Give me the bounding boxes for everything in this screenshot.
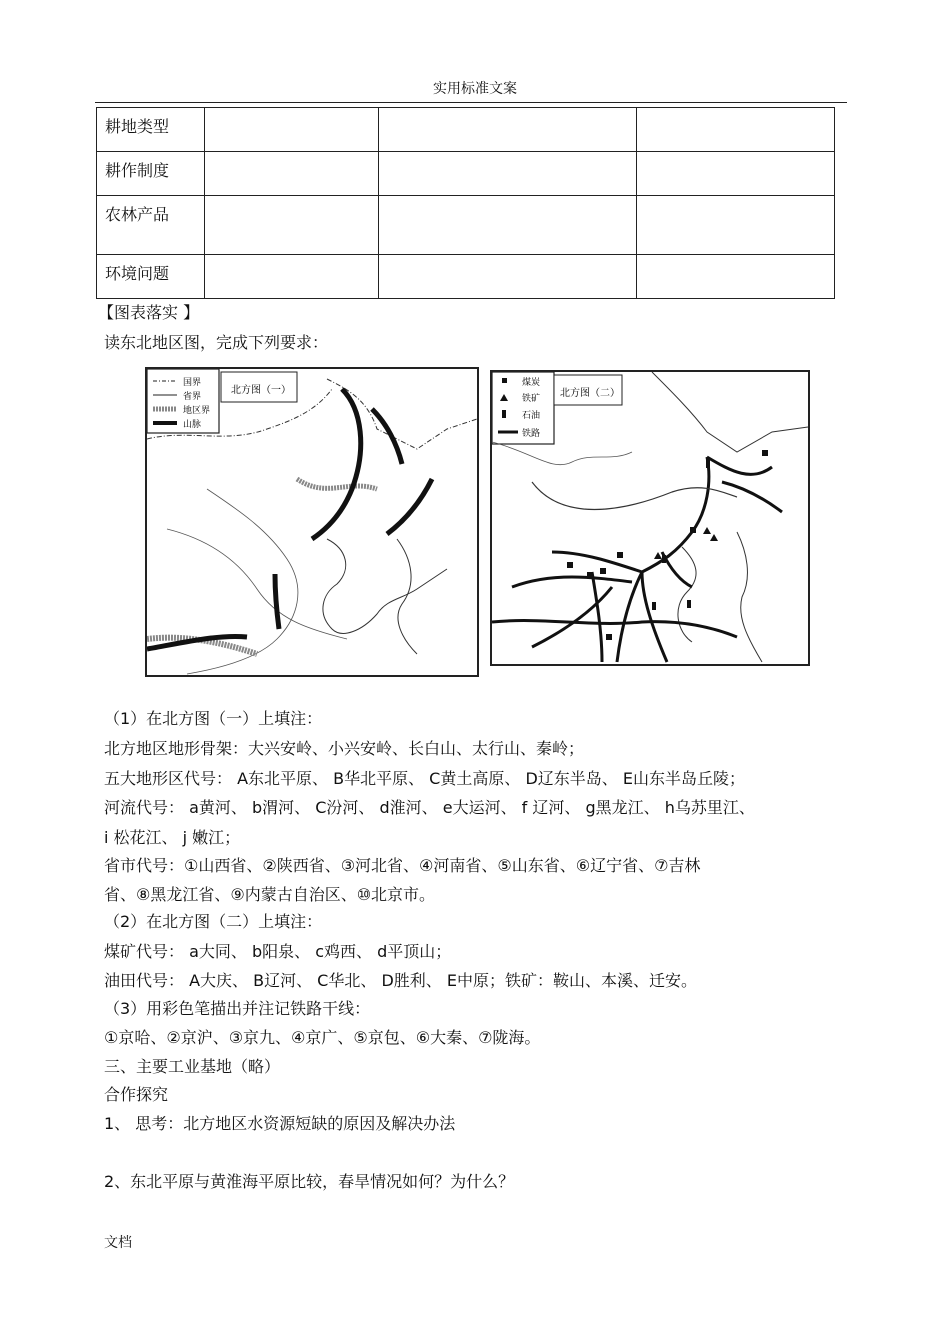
north-map-2-svg — [492, 372, 808, 664]
legend-label: 地区界 — [183, 406, 211, 416]
border-line — [652, 372, 808, 452]
table-row — [97, 152, 835, 196]
oil-symbol — [502, 410, 506, 418]
table-row — [97, 108, 835, 152]
row-label: 耕地类型 — [97, 108, 205, 152]
iron-marker — [654, 552, 662, 559]
coal-marker — [587, 572, 593, 578]
question-3: （3）用彩色笔描出并注记铁路干线： — [104, 999, 371, 1018]
region-border — [297, 479, 377, 489]
table-cell[interactable] — [637, 196, 835, 255]
railway-line — [592, 572, 602, 662]
north-map-1-svg — [147, 369, 477, 675]
lesser-khingan-range — [372, 409, 402, 464]
table-cell[interactable] — [637, 255, 835, 299]
province-codes-cont: 省、⑧黑龙江省、⑨内蒙古自治区、⑩北京市。 — [104, 885, 436, 904]
coal-symbol — [502, 378, 507, 383]
page-header: 实用标准文案 — [433, 81, 517, 97]
table-cell[interactable] — [205, 152, 379, 196]
row-label: 农林产品 — [97, 196, 205, 255]
coal-codes: 煤矿代号： a大同、 b阳泉、 c鸡西、 d平顶山； — [104, 942, 452, 961]
legend-label: 铁矿 — [522, 394, 541, 404]
header-divider — [95, 102, 847, 103]
railway-line — [492, 621, 737, 637]
oil-marker — [662, 555, 666, 563]
section-3-heading: 三、主要工业基地（略） — [104, 1057, 281, 1076]
railway-line — [552, 552, 642, 572]
coastline — [323, 539, 447, 633]
oil-marker — [652, 602, 656, 610]
question-1: （1）在北方图（一）上填注： — [104, 709, 323, 728]
river-codes: 河流代号： a黄河、 b渭河、 C汾河、 d淮河、 e大运河、 f 辽河、 g黑龙江、 h乌苏里江、 — [104, 798, 755, 817]
terrain-skeleton: 北方地区地形骨架：大兴安岭、小兴安岭、长白山、太行山、秦岭； — [104, 739, 585, 758]
legend-label: 省界 — [183, 392, 202, 402]
railway-network — [492, 457, 782, 662]
table-cell[interactable] — [379, 196, 637, 255]
river-line — [167, 529, 347, 639]
page-footer: 文档 — [104, 1235, 132, 1251]
table-cell[interactable] — [205, 255, 379, 299]
inquiry-question-1: 1、 思考：北方地区水资源短缺的原因及解决办法 — [104, 1114, 456, 1133]
table-cell[interactable] — [637, 152, 835, 196]
table-cell[interactable] — [379, 255, 637, 299]
legend-label: 山脉 — [183, 420, 202, 430]
table-row — [97, 255, 835, 299]
table-cell[interactable] — [379, 152, 637, 196]
oil-marker — [706, 460, 710, 468]
inquiry-heading: 合作探究 — [104, 1085, 169, 1104]
table-cell[interactable] — [205, 108, 379, 152]
section-heading: 【图表落实 】 — [98, 303, 200, 322]
coastline — [397, 539, 417, 654]
question-2: （2）在北方图（二）上填注： — [104, 912, 323, 931]
landform-codes: 五大地形区代号： A东北平原、 B华北平原、 C黄土高原、 D辽东半岛、 E山东半岛丘陵； — [104, 769, 745, 788]
legend-label: 石油 — [522, 411, 541, 421]
coal-marker — [690, 527, 696, 533]
iron-marker — [703, 527, 711, 534]
river-line — [492, 442, 632, 465]
agriculture-table — [96, 107, 835, 299]
legend-label: 煤炭 — [522, 378, 541, 388]
oil-marker — [687, 600, 691, 608]
coastline — [678, 547, 696, 642]
coal-marker — [617, 552, 623, 558]
table-cell[interactable] — [205, 196, 379, 255]
north-map-2 — [490, 370, 810, 666]
row-label: 环境问题 — [97, 255, 205, 299]
taihang-range — [275, 574, 279, 629]
railway-line — [642, 457, 709, 572]
railway-line — [617, 572, 642, 662]
legend-label: 铁路 — [522, 429, 541, 439]
table-cell[interactable] — [379, 108, 637, 152]
map-title: 北方图（二） — [560, 388, 620, 399]
coal-marker — [606, 634, 612, 640]
railway-line — [512, 577, 632, 587]
railway-line — [642, 572, 667, 662]
map-title: 北方图（一） — [231, 385, 291, 396]
north-map-1 — [145, 367, 479, 677]
changbai-range — [387, 479, 432, 534]
coal-marker — [762, 450, 768, 456]
inquiry-question-2: 2、东北平原与黄淮海平原比较，春旱情况如何？为什么？ — [104, 1172, 515, 1191]
coastline — [737, 532, 762, 662]
coal-marker — [600, 568, 606, 574]
iron-marker — [710, 534, 718, 541]
railway-line — [707, 457, 772, 474]
oil-codes: 油田代号： A大庆、 B辽河、 C华北、 D胜利、 E中原；铁矿：鞍山、本溪、迁安。 — [104, 971, 697, 990]
railway-list: ①京哈、②京沪、③京九、④京广、⑤京包、⑥大秦、⑦陇海。 — [104, 1028, 541, 1047]
province-codes: 省市代号：①山西省、②陕西省、③河北省、④河南省、⑤山东省、⑥辽宁省、⑦吉林 — [104, 856, 701, 875]
river-line — [187, 489, 298, 674]
legend-label: 国界 — [183, 378, 202, 388]
greater-khingan-range — [312, 389, 361, 539]
railway-line — [722, 482, 782, 512]
section-intro: 读东北地区图，完成下列要求： — [104, 333, 329, 352]
coal-marker — [567, 562, 573, 568]
table-cell[interactable] — [637, 108, 835, 152]
border-line — [327, 379, 477, 449]
row-label: 耕作制度 — [97, 152, 205, 196]
river-codes-cont: i 松花江、 j 嫩江； — [104, 828, 241, 847]
table-row — [97, 196, 835, 255]
